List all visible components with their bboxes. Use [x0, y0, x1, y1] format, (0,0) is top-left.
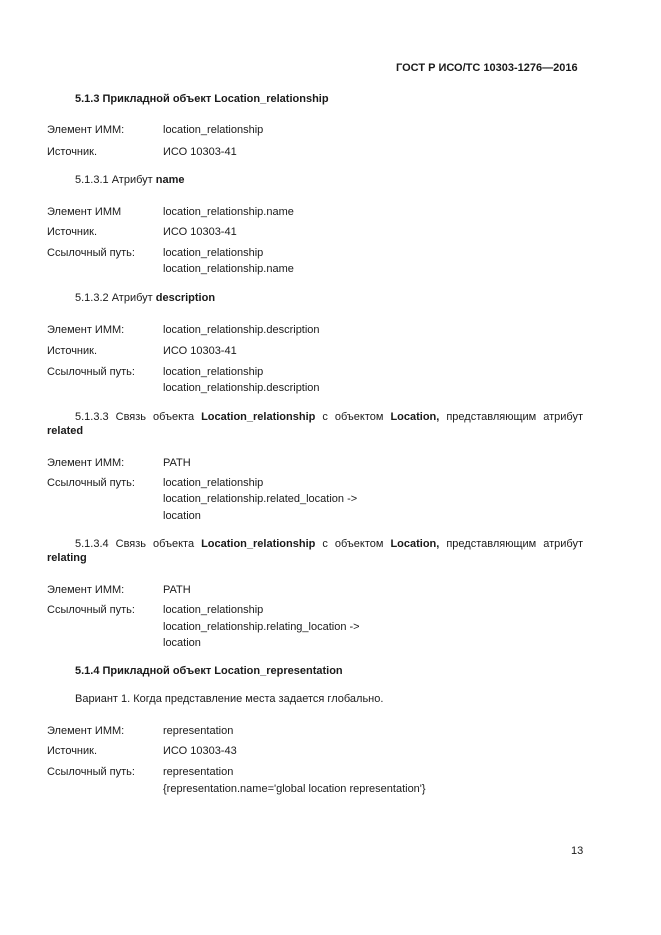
section-heading-5-1-3: 5.1.3 Прикладной объект Location_relationship	[75, 93, 329, 105]
field-label: Ссылочный путь:	[47, 477, 135, 489]
section-heading-5-1-3-3	[75, 411, 583, 424]
field-label: Элемент ИММ:	[47, 725, 125, 737]
field-label: Ссылочный путь:	[47, 766, 135, 778]
field-value: location_relationship.name	[163, 206, 294, 218]
variant-text: Вариант 1. Когда представление места задается глобально.	[75, 693, 384, 705]
field-label: Источник.	[47, 146, 98, 158]
field-label: Элемент ИММ	[47, 206, 122, 218]
heading-word: объекта	[153, 411, 195, 423]
field-label: Ссылочный путь:	[47, 247, 135, 259]
heading-term: Location_relationship	[201, 538, 316, 550]
field-value: location_relationship	[163, 124, 264, 136]
field-label: Источник.	[47, 226, 98, 238]
heading-prefix: 5.1.3.2 Атрибут	[75, 292, 153, 304]
heading-word: объектом	[334, 411, 384, 423]
heading-word: Связь	[115, 538, 147, 550]
path-continuation: location_relationship.name	[163, 263, 294, 275]
field-value: location_relationship	[163, 477, 264, 489]
heading-word: с	[322, 538, 328, 550]
path-continuation: location	[163, 637, 201, 649]
field-value: PATH	[163, 457, 191, 469]
heading-term: Location,	[390, 411, 440, 423]
heading-word: объектом	[334, 538, 384, 550]
heading-prefix: 5.1.3.1 Атрибут	[75, 174, 153, 186]
heading-word: атрибут	[543, 538, 583, 550]
section-heading-5-1-4: 5.1.4 Прикладной объект Location_representation	[75, 665, 343, 677]
field-value: ИСО 10303-41	[163, 146, 237, 158]
heading-term: Location_relationship	[201, 411, 316, 423]
field-label: Элемент ИММ:	[47, 324, 125, 336]
path-continuation: {representation.name='global location representation'}	[163, 783, 426, 795]
path-continuation: location_relationship.related_location ->	[163, 493, 358, 505]
field-label: Ссылочный путь:	[47, 366, 135, 378]
page-number: 13	[571, 845, 584, 857]
heading-term: description	[155, 292, 216, 304]
field-value: representation	[163, 725, 234, 737]
field-label: Ссылочный путь:	[47, 604, 135, 616]
field-label: Элемент ИММ:	[47, 124, 125, 136]
field-label: Элемент ИММ:	[47, 584, 125, 596]
section-heading-5-1-3-4	[75, 538, 583, 551]
field-value: representation	[163, 766, 234, 778]
heading-term: name	[155, 174, 185, 186]
heading-word: 5.1.3.4	[75, 538, 109, 550]
field-value: location_relationship.description	[163, 324, 320, 336]
path-continuation: location	[163, 510, 201, 522]
heading-term-continuation: relating	[47, 552, 87, 564]
heading-term-continuation: related	[47, 425, 84, 437]
path-continuation: location_relationship.relating_location ->	[163, 621, 360, 633]
path-continuation: location_relationship.description	[163, 382, 320, 394]
heading-word: 5.1.3.3	[75, 411, 109, 423]
heading-word: с	[322, 411, 328, 423]
field-value: ИСО 10303-43	[163, 745, 237, 757]
field-value: ИСО 10303-41	[163, 345, 237, 357]
heading-word: представляющим	[446, 411, 537, 423]
field-value: ИСО 10303-41	[163, 226, 237, 238]
section-heading-5-1-3-2	[75, 292, 215, 305]
field-value: location_relationship	[163, 247, 264, 259]
heading-word: атрибут	[543, 411, 583, 423]
field-value: PATH	[163, 584, 191, 596]
field-value: location_relationship	[163, 366, 264, 378]
field-label: Источник.	[47, 345, 98, 357]
heading-term: Location,	[390, 538, 440, 550]
heading-word: объекта	[153, 538, 195, 550]
document-header: ГОСТ Р ИСО/ТС 10303-1276—2016	[396, 62, 578, 74]
section-heading-5-1-3-1	[75, 174, 185, 187]
heading-word: Связь	[115, 411, 147, 423]
field-value: location_relationship	[163, 604, 264, 616]
field-label: Источник.	[47, 745, 98, 757]
heading-word: представляющим	[446, 538, 537, 550]
field-label: Элемент ИММ:	[47, 457, 125, 469]
